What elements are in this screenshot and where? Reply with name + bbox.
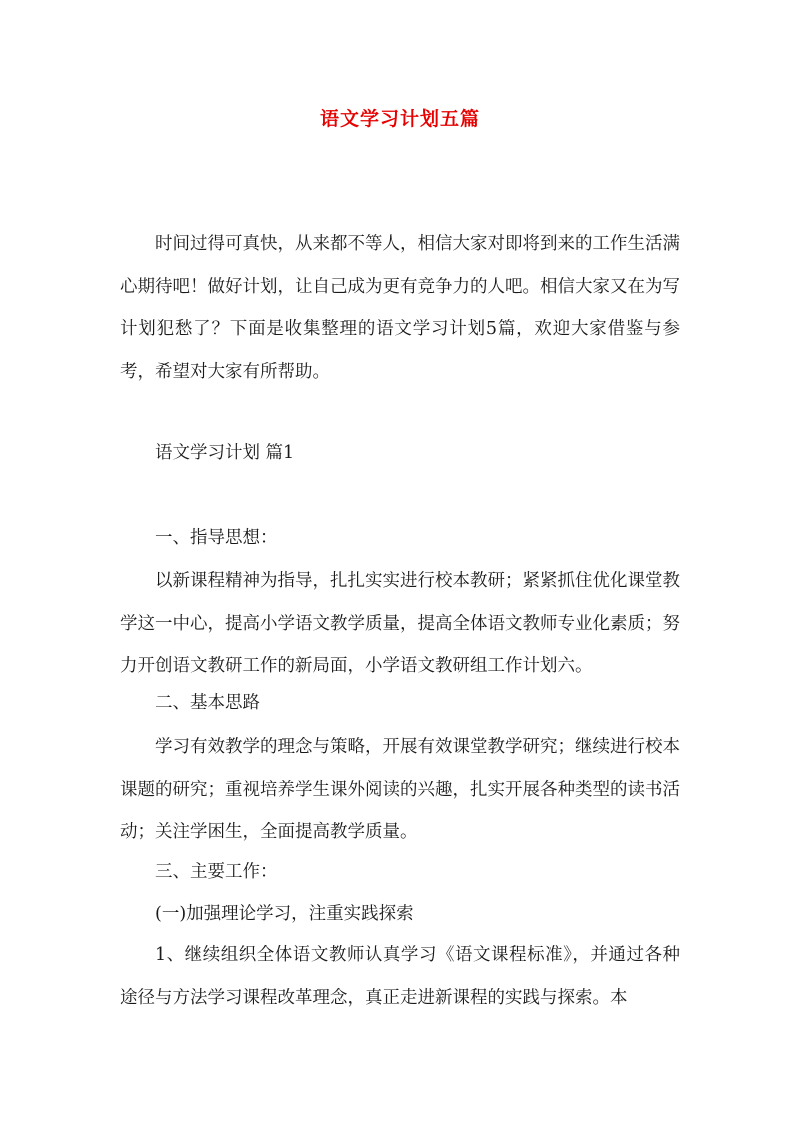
paragraph-basic-approach: 学习有效教学的理念与策略，开展有效课堂教学研究；继续进行校本课题的研究；重视培养学生课外阅读的兴趣，扎实开展各种类型的读书活动；关注学困生，全面提高教学质量。 [120,737,680,842]
paragraph-item-1: 1、继续组织全体语文教师认真学习《语文课程标准》，并通过各种途径与方法学习课程改革理念，真正走进新课程的实践与探索。本 [120,945,680,1008]
heading-basic-approach: 二、基本思路 [155,693,260,713]
intro-paragraph: 时间过得可真快，从来都不等人，相信大家对即将到来的工作生活满心期待吧！做好计划，让自己成为更有竞争力的人吧。相信大家又在为写计划犯愁了？下面是收集整理的语文学习计划5篇，欢迎大家借鉴与参考，希望对大家有所帮助。 [120,234,680,382]
subheading-theory-study: (一)加强理论学习，注重实践探索 [155,904,414,924]
document-title: 语文学习计划五篇 [319,108,480,130]
paragraph-guiding-ideology: 以新课程精神为指导，扎扎实实进行校本教研；紧紧抓住优化课堂教学这一中心，提高小学语文教学质量，提高全体语文教师专业化素质；努力开创语文教研工作的新局面，小学语文教研组工作计划六。 [120,571,680,676]
section-heading: 语文学习计划 篇1 [155,443,295,463]
heading-guiding-ideology: 一、指导思想： [155,528,278,548]
heading-main-work: 三、主要工作： [155,862,278,882]
